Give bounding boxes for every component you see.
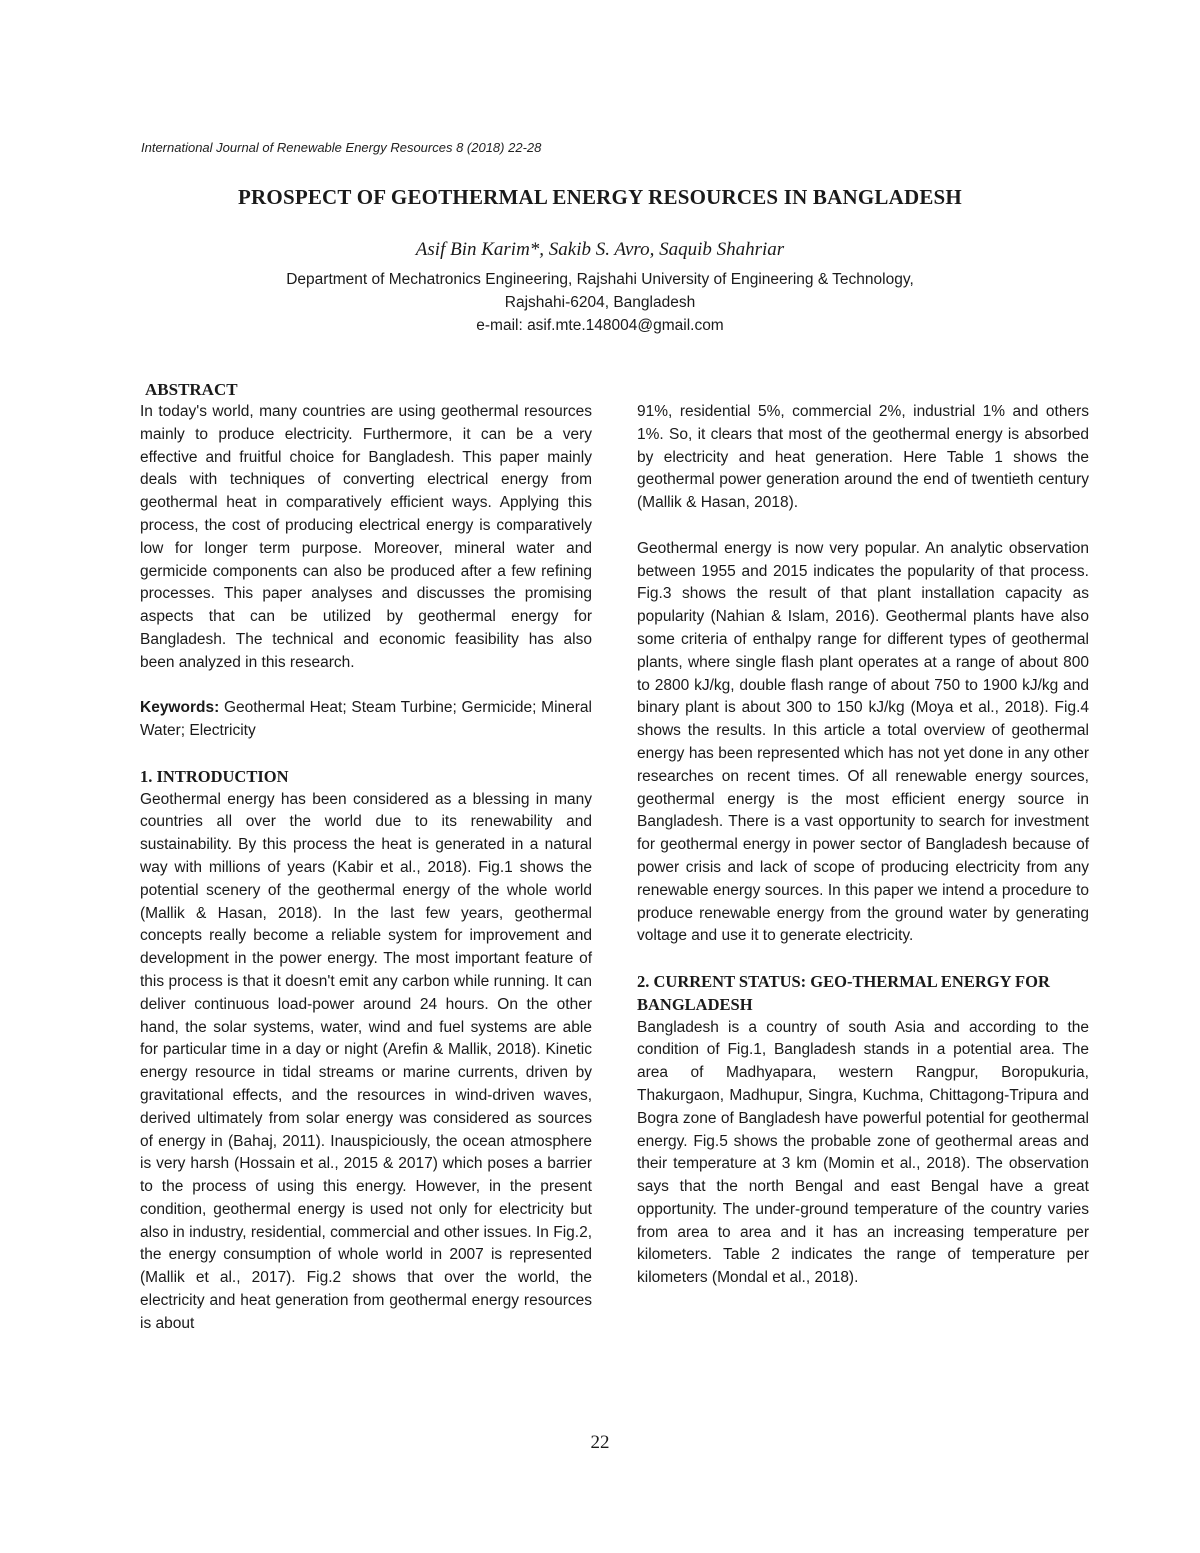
journal-citation: International Journal of Renewable Energy Resources 8 (2018) 22-28 bbox=[141, 140, 542, 155]
abstract-heading: ABSTRACT bbox=[145, 380, 238, 399]
current-status-paragraph: Bangladesh is a country of south Asia and according to the condition of Fig.1, Bangladesh stands in a potential area. The area of Madhyapara, western Rangpur, Boropukuria, Thakurgaon, Madhupur, Singra, Kuchma, Chittagong-Tripura and Bogra zone of Bangladesh have powerful potential for geothermal energy. Fig.5 shows the probable zone of geothermal areas and their temperature at 3 km (Momin et al., 2018). The observation says that the north Bengal and east Bengal have a great opportunity. The under-ground temperature of the country varies from area to area and it has an increasing temperature per kilometers. Table 2 indicates the range of temperature per kilometers (Mondal et al., 2018). bbox=[637, 1018, 1089, 1287]
affiliation-address: Rajshahi-6204, Bangladesh bbox=[504, 294, 696, 311]
author-list: Asif Bin Karim*, Sakib S. Avro, Saquib Shahriar bbox=[415, 239, 785, 260]
current-status-heading: 2. CURRENT STATUS: GEO-THERMAL ENERGY FOR BANGLADESH bbox=[637, 971, 1050, 1014]
geothermal-popularity-paragraph: Geothermal energy is now very popular. An analytic observation between 1955 and 2015 indicates the popularity of that process. Fig.3 shows the result of that plant installation capacity as popularity (Nahian & Islam, 2016). Geothermal plants have also some criteria of enthalpy range for different types of geothermal plants, where single flash plant operates at a range of about 800 to 2800 kJ/kg, double flash range of about 750 to 1900 kJ/kg and binary plant is about 300 to 150 kJ/kg (Moya et al., 2018). Fig.4 shows the results. In this article a total overview of geothermal energy has been represented which has not yet done in any other researches on recent times. Of all renewable energy sources, geothermal energy is the most efficient energy source in Bangladesh. There is a vast opportunity to search for investment for geothermal energy in power sector of Bangladesh because of power crisis and lack of scope of producing electricity from any renewable energy sources. In this paper we intend a procedure to produce renewable energy from the ground water by generating voltage and use it to generate electricity. bbox=[637, 539, 1089, 945]
abstract-text: In today's world, many countries are using geothermal resources mainly to produce electricity. Furthermore, it can be a very effective and fruitful choice for Bangladesh. This paper mainly deals with techniques of converting electrical energy from geothermal heat in comparatively efficient ways. Applying this process, the cost of producing electrical energy is comparatively low for longer term purpose. Moreover, mineral water and germicide components can also be produced after a few refining processes. This paper analyses and discusses the promising aspects that can be utilized by geothermal energy for Bangladesh. The technical and economic feasibility has also been analyzed in this research. bbox=[140, 403, 592, 671]
paper-title: PROSPECT OF GEOTHERMAL ENERGY RESOURCES IN BANGLADESH bbox=[238, 185, 962, 209]
affiliation-block bbox=[0, 268, 1200, 337]
affiliation-department: Department of Mechatronics Engineering, Rajshahi University of Engineering & Technology, bbox=[286, 271, 914, 288]
keywords-text: Geothermal Heat; Steam Turbine; Germicide; Mineral Water; Electricity bbox=[140, 699, 592, 740]
page-number: 22 bbox=[590, 1432, 610, 1453]
keywords-label: Keywords: bbox=[140, 699, 220, 717]
keywords-paragraph bbox=[140, 697, 592, 743]
left-column bbox=[140, 378, 592, 1336]
affiliation-email: e-mail: asif.mte.148004@gmail.com bbox=[476, 317, 724, 334]
right-column bbox=[637, 401, 1089, 1290]
introduction-continued-paragraph: 91%, residential 5%, commercial 2%, industrial 1% and others 1%. So, it clears that most of the geothermal energy is absorbed by electricity and heat generation. Here Table 1 shows the geothermal power generation around the end of twentieth century (Mallik & Hasan, 2018). bbox=[637, 403, 1089, 512]
introduction-heading: 1. INTRODUCTION bbox=[140, 766, 289, 786]
introduction-paragraph: Geothermal energy has been considered as a blessing in many countries all over the world due to its renewability and sustainability. By this process the heat is generated in a natural way with millions of years (Kabir et al., 2018). Fig.1 shows the potential scenery of the geothermal energy of the whole world (Mallik & Hasan, 2018). In the last few years, geothermal concepts really become a reliable system for improvement and development in the power energy. The most important feature of this process is that it doesn't emit any carbon while running. It can deliver continuous load-power around 24 hours. On the other hand, the solar systems, water, wind and fuel systems are able for particular time in a day or night (Arefin & Mallik, 2018). Kinetic energy resource in tidal streams or marine currents, driven by gravitational effects, and the resources in wind-driven waves, derived ultimately from solar energy was considered as sources of energy in (Bahaj, 2011). Inauspiciously, the ocean atmosphere is very harsh (Hossain et al., 2015 & 2017) which poses a barrier to the process of using this energy. However, in the present condition, geothermal energy is used not only for electricity but also in industry, residential, commercial and other issues. In Fig.2, the energy consumption of whole world in 2007 is represented (Mallik et al., 2017). Fig.2 shows that over the world, the electricity and heat generation from geothermal energy resources is about bbox=[140, 790, 592, 1332]
